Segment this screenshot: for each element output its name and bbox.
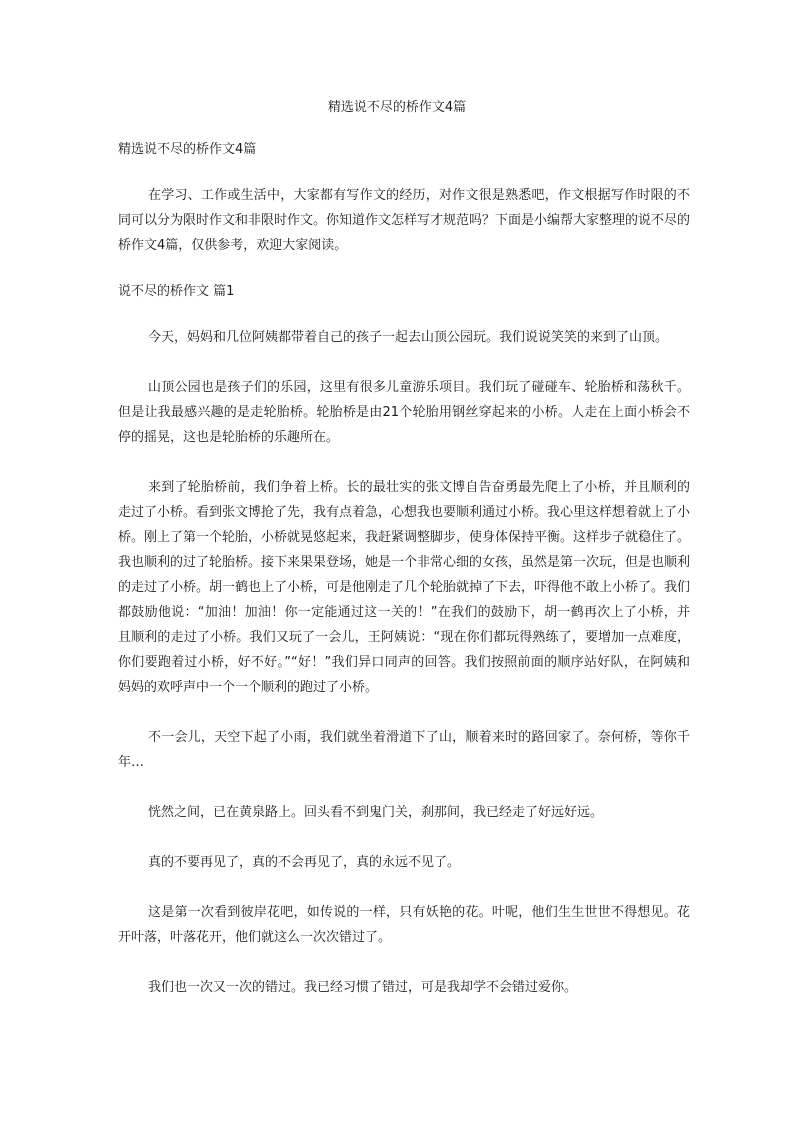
paragraph-5: 恍然之间，已在黄泉路上。回头看不到鬼门关，刹那间，我已经走了好远好远。 (148, 805, 604, 820)
document-body (118, 137, 690, 1000)
paragraph-3: 来到了轮胎桥前，我们争着上桥。长的最壮实的张文博自告奋勇最先爬上了小桥，并且顺利的走过了小桥。看到张文博抢了先，我有点着急，心想我也要顺利通过小桥。我心里这样想着就上了小桥。刚上了第一个轮胎，小桥就晃悠起来，我赶紧调整脚步，使身体保持平衡。这样步子就稳住了。我也顺利的过了轮胎桥。接下来果果登场，她是一个非常心细的女孩，虽然是第一次玩，但是也顺利的走过了小桥。胡一鹤也上了小桥，可是他刚走了几个轮胎就掉了下去，吓得他不敢上小桥了。我们都鼓励他说：“加油！加油！你一定能通过这一关的！”在我们的鼓励下，胡一鹤再次上了小桥，并且顺利的走过了小桥。我们又玩了一会儿，王阿姨说：“现在你们都玩得熟练了，要增加一点难度，你们要跑着过小桥，好不好。”“好！”我们异口同声的回答。我们按照前面的顺序站好队，在阿姨和妈妈的欢呼声中一个一个顺利的跑过了小桥。 (118, 480, 691, 695)
paragraph-4: 不一会儿，天空下起了小雨，我们就坐着滑道下了山，顺着来时的路回家了。奈何桥，等你千年… (118, 730, 690, 770)
paragraph-6: 真的不要再见了，真的不会再见了，真的永远不见了。 (148, 855, 461, 870)
document-title: 精选说不尽的桥作文4篇 (327, 100, 467, 115)
section-heading: 说不尽的桥作文 篇1 (118, 284, 235, 299)
paragraph-8: 我们也一次又一次的错过。我已经习惯了错过，可是我却学不会错过爱你。 (148, 980, 578, 995)
paragraph-2: 山顶公园也是孩子们的乐园，这里有很多儿童游乐项目。我们玩了碰碰车、轮胎桥和荡秋千。但是让我最感兴趣的是走轮胎桥。轮胎桥是由21个轮胎用钢丝穿起来的小桥。人走在上面小桥会不停的摇晃，这也是轮胎桥的乐趣所在。 (118, 380, 690, 445)
intro-paragraph: 在学习、工作或生活中，大家都有写作文的经历，对作文很是熟悉吧，作文根据写作时限的不同可以分为限时作文和非限时作文。你知道作文怎样写才规范吗？下面是小编帮大家整理的说不尽的桥作文4篇，仅供参考，欢迎大家阅读。 (118, 188, 691, 253)
document-subtitle: 精选说不尽的桥作文4篇 (118, 142, 257, 157)
paragraph-1: 今天，妈妈和几位阿姨都带着自己的孩子一起去山顶公园玩。我们说说笑笑的来到了山顶。 (148, 330, 669, 345)
paragraph-7: 这是第一次看到彼岸花吧，如传说的一样，只有妖艳的花。叶呢，他们生生世世不得想见。花开叶落，叶落花开，他们就这么一次次错过了。 (118, 905, 690, 945)
